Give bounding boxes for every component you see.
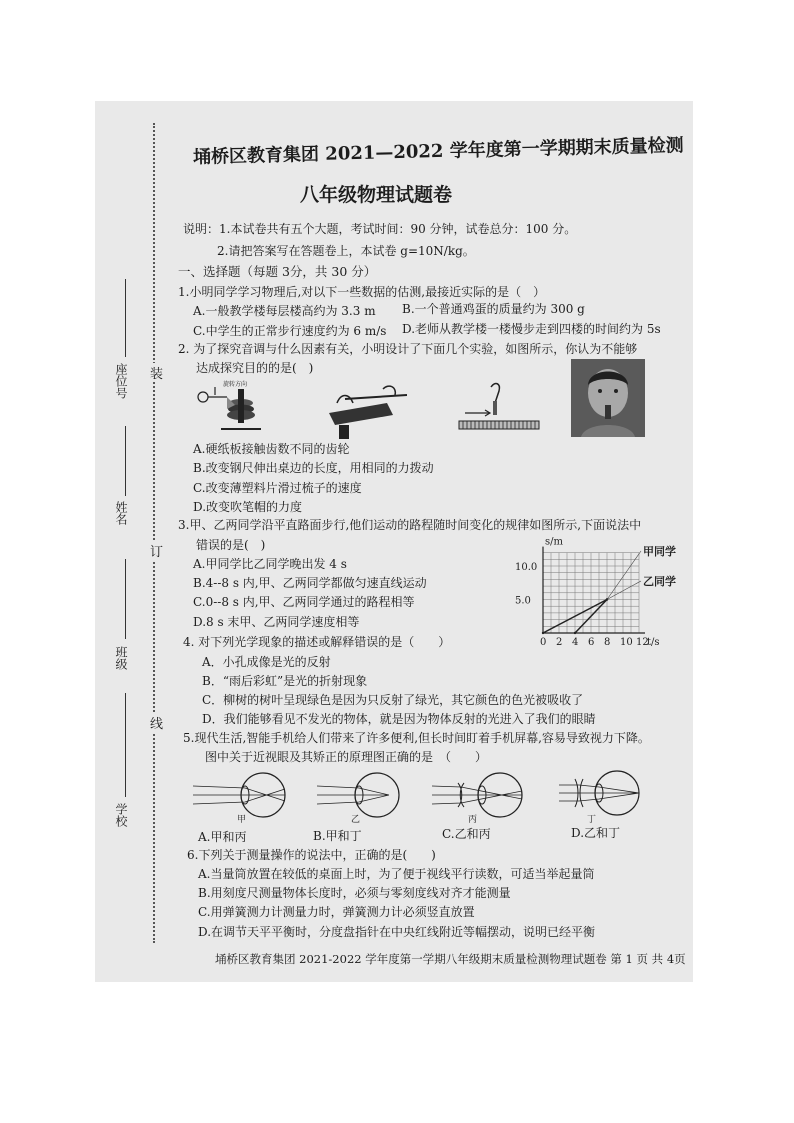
chart-grid (543, 553, 639, 633)
q3-option-c: C.0--8 s 内,甲、乙两同学通过的路程相等 (193, 595, 415, 609)
legend-entry-jia: 甲同学 (643, 545, 676, 558)
boy-blowing-pen-cap-photo (571, 359, 645, 437)
section-heading: 一、选择题（每题 3分，共 30 分） (178, 264, 377, 279)
figure-label-jia: 甲 (237, 815, 247, 823)
q6-option-a: A.当量筒放置在较低的桌面上时，为了便于视线平行读数，可适当举起量筒 (198, 867, 595, 881)
page-footer: 埇桥区教育集团 2021-2022 学年度第一学期八年级期末质量检测物理试题卷 第 1 页 共 4页 (215, 952, 686, 966)
rotation-direction-label: 旋转方向 (223, 381, 248, 388)
y-tick-label: 5.0 (515, 595, 531, 607)
name-label: 姓名 (114, 501, 128, 525)
x-tick-label: 6 (588, 637, 595, 648)
q3-option-a: A.甲同学比乙同学晚出发 4 s (193, 557, 347, 571)
gear-card-figure (197, 377, 275, 435)
instructions-line-2: 2.请把答案写在答题卷上，本试卷 g=10N/kg。 (217, 244, 475, 258)
q4-option-c: C．柳树的树叶呈现绿色是因为只反射了绿光，其它颜色的色光被吸收了 (202, 693, 584, 707)
q5-option-d: D.乙和丁 (571, 826, 621, 840)
class-label: 班级 (114, 646, 128, 670)
q2-option-d: D.改变吹笔帽的力度 (193, 500, 303, 514)
paper-subtitle: 八年级物理试题卷 (300, 184, 453, 206)
q3-stem-line-1: 3.甲、乙两同学沿平直路面步行,他们运动的路程随时间变化的规律如图所示,下面说法中 (178, 518, 642, 532)
q4-option-b: B．“雨后彩虹”是光的折射现象 (202, 674, 368, 688)
q3-option-b: B.4--8 s 内,甲、乙两同学都做匀速直线运动 (193, 576, 427, 590)
q4-option-a: A．小孔成像是光的反射 (202, 655, 331, 669)
q5-stem-line-2: 图中关于近视眼及其矫正的原理图正确的是 （ ） (205, 750, 488, 764)
figure-label-bing: 丙 (468, 815, 478, 823)
q5-stem-line-1: 5.现代生活,智能手机给人们带来了许多便利,但长时间盯着手机屏幕,容易导致视力下降。 (183, 731, 650, 745)
q1-option-b: B.一个普通鸡蛋的质量约为 300 g (402, 302, 585, 316)
legend-leader-line-1 (607, 581, 641, 600)
distance-time-graph (513, 533, 691, 651)
eye-diagram-jia (191, 771, 291, 823)
seat-number-blank (125, 279, 126, 357)
binding-mark-zhuang: 装 (150, 363, 163, 382)
ruler-table-figure (327, 379, 407, 439)
class-blank (125, 559, 126, 639)
eye-diagram-ding (557, 767, 649, 823)
q6-option-c: C.用弹簧测力计测量力时，弹簧测力计必须竖直放置 (198, 905, 475, 919)
school-label: 学校 (114, 803, 128, 827)
q4-option-d: D．我们能够看见不发光的物体，就是因为物体反射的光进入了我们的眼睛 (202, 712, 596, 726)
x-axis-label: t/s (647, 637, 660, 648)
q1-stem: 1.小明同学学习物理后,对以下一些数据的估测,最接近实际的是（ ） (178, 285, 546, 299)
x-tick-label: 4 (572, 637, 579, 648)
q6-stem: 6.下列关于测量操作的说法中，正确的是( ) (187, 848, 436, 862)
binding-mark-xian: 线 (150, 713, 163, 732)
legend-leader-line-0 (607, 551, 641, 600)
school-blank (125, 693, 126, 797)
x-tick-label: 2 (556, 637, 563, 648)
q2-stem-line-1: 2. 为了探究音调与什么因素有关，小明设计了下面几个实验，如图所示，你认为不能够 (178, 342, 638, 356)
q6-option-b: B.用刻度尺测量物体长度时，必须与零刻度线对齐才能测量 (198, 886, 511, 900)
q1-option-c: C.中学生的正常步行速度约为 6 m/s (193, 324, 387, 338)
name-blank (125, 426, 126, 496)
x-tick-label: 12 (636, 637, 649, 648)
x-tick-label: 8 (604, 637, 611, 648)
q5-option-a: A.甲和丙 (198, 830, 247, 844)
x-tick-label: 10 (620, 637, 633, 648)
y-axis-label: s/m (545, 536, 563, 548)
binding-mark-ding: 订 (150, 541, 163, 560)
seat-number-label: 座位号 (114, 363, 128, 399)
comb-figure (455, 381, 541, 435)
q2-option-b: B.改变钢尺伸出桌边的长度，用相同的力拨动 (193, 461, 434, 475)
q2-option-c: C.改变薄塑料片滑过梳子的速度 (193, 481, 362, 495)
q4-stem: 4. 对下列光学现象的描述或解释错误的是（ ） (183, 635, 451, 649)
q1-option-d: D.老师从教学楼一楼慢步走到四楼的时间约为 5s (402, 322, 661, 336)
q5-option-c: C.乙和丙 (442, 827, 491, 841)
q6-option-d: D.在调节天平平衡时，分度盘指针在中央红线附近等幅摆动，说明已经平衡 (198, 925, 596, 939)
instructions-line-1: 说明：1.本试卷共有五个大题，考试时间：90 分钟，试卷总分：100 分。 (183, 222, 577, 236)
q2-stem-line-2: 达成探究目的的是( ) (196, 361, 314, 375)
series-point-0 (574, 632, 576, 634)
figure-label-ding: 丁 (587, 815, 597, 823)
exam-sheet (95, 101, 693, 982)
eye-diagram-bing (430, 769, 530, 823)
eye-diagram-yi (315, 771, 407, 823)
x-tick-label: 0 (540, 637, 547, 648)
q2-option-a: A.硬纸板接触齿数不同的齿轮 (193, 442, 350, 456)
q3-stem-line-2: 错误的是( ) (196, 538, 266, 552)
legend-entry-yi: 乙同学 (643, 575, 676, 588)
q3-option-d: D.8 s 末甲、乙两同学速度相等 (193, 615, 360, 629)
q5-option-b: B.甲和丁 (313, 829, 362, 843)
binding-dotted-line (153, 123, 155, 943)
q1-option-a: A.一般教学楼每层楼高约为 3.3 m (193, 304, 376, 318)
series-point-1 (542, 632, 544, 634)
figure-label-yi: 乙 (351, 815, 361, 823)
exam-title: 埇桥区教育集团 2021—2022 学年度第一学期期末质量检测 (192, 135, 684, 168)
y-tick-label: 10.0 (515, 562, 538, 573)
